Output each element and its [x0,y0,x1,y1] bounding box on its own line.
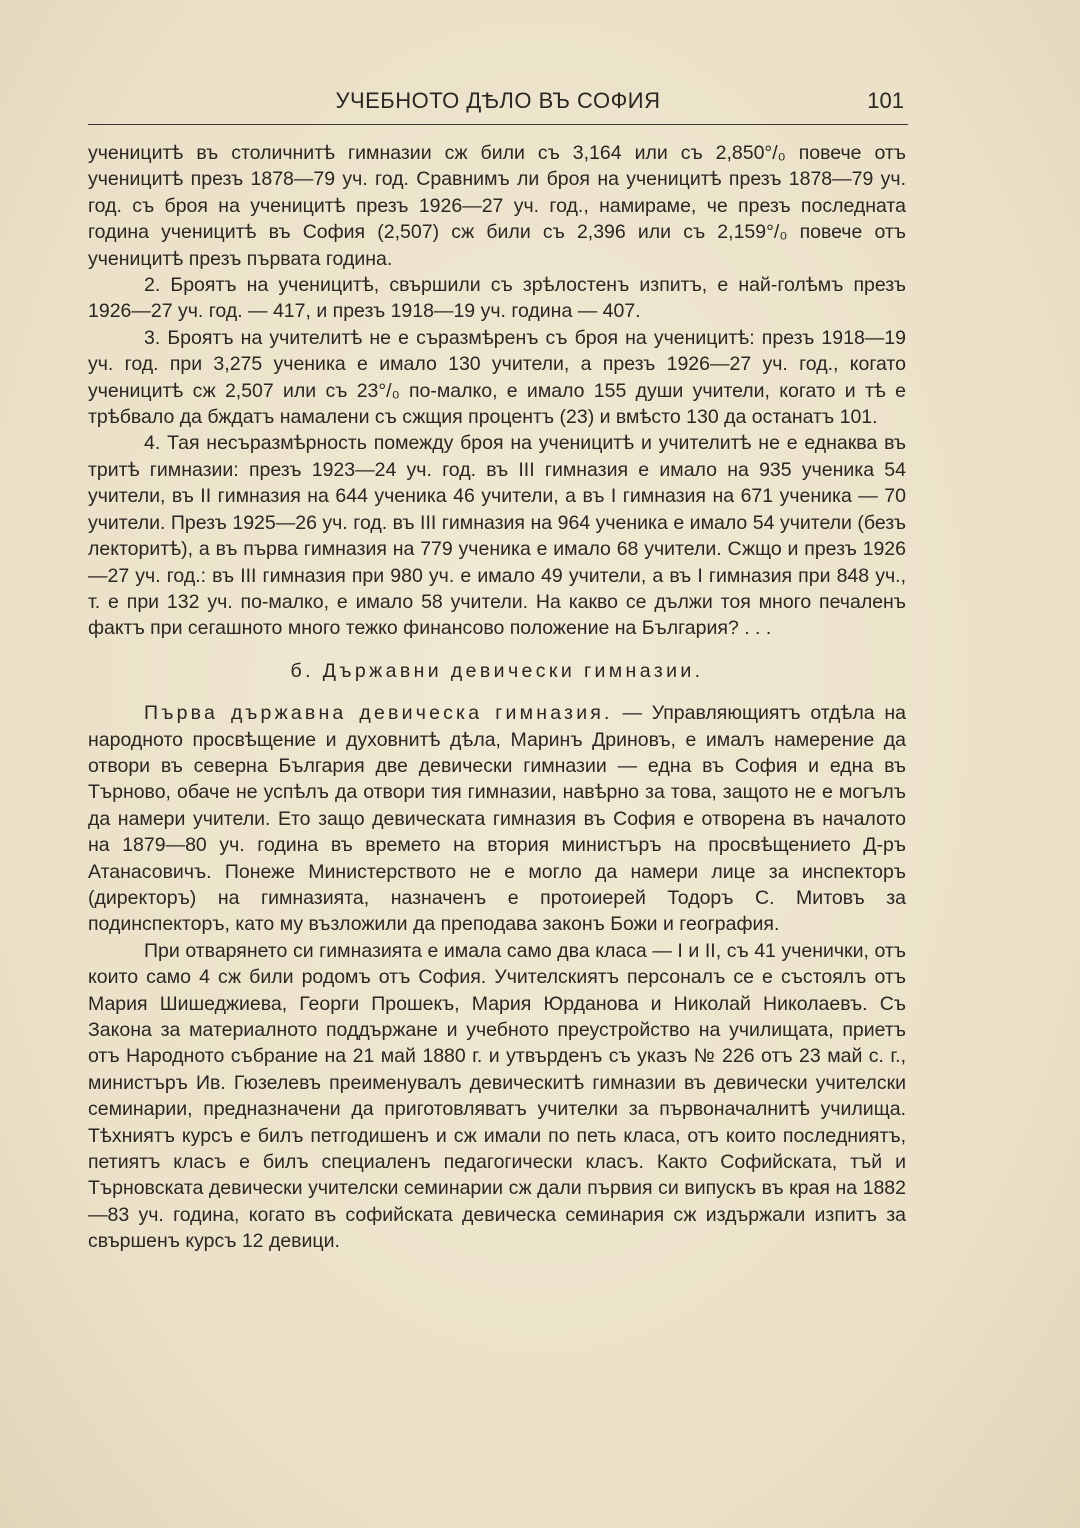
page-header [88,86,908,126]
paragraph-opening [88,938,906,1255]
section-heading: б. Държавни девически гимназии. [290,659,704,682]
paragraph-point-4: 4. Тая несъразмѣрность помежду броя на ученицитѣ и учителитѣ не е еднаква въ тритѣ гимназии: презъ 1923—24 уч. год. въ III гимназия е имало на 935 ученика 54 учители, въ II гимназия на 644 ученика 46 учители, а въ I гимназия на 671 ученика — 70 учители. Презъ 1925—26 уч. год. въ III гимназия на 964 ученика е имало 54 учители (безъ лекторитѣ), а въ първа гимназия на 779 ученика е имало 68 учители. Сжщо и презъ 1926—27 уч. год.: въ III гимназия при 980 уч. е имало 49 учители, а въ I гимназия при 848 уч., т. е при 132 уч. по-малко, е имало 58 учители. На какво се дължи тоя много печаленъ фактъ при сегашното много тежко финансово положение на България? . . . [88,432,906,640]
paragraph-point-2: 2. Броятъ на ученицитѣ, свършили съ зрѣлостенъ изпитъ, е най-голѣмъ презъ 1926—27 уч. год. — 417, и презъ 1918—19 уч. година — 407. [88,274,906,323]
paragraph-lead-spaced: Първа държавна девическа гимназия. [144,702,613,725]
paragraph-text: При отварянето си гимназията е имала само два класа — I и II, съ 41 ученички, отъ които само 4 сж били родомъ отъ София. Учителскиятъ персоналъ се е състоялъ отъ Мария Шишеджиева, Георги Прошекъ, Мария Юрданова и Николай Николаевъ. Съ Закона за материалното поддържане и учебното преустройство на училищата, приетъ отъ Народното събрание на 21 май 1880 г. и утвърденъ съ указъ № 226 отъ 23 май с. г., министъръ Ив. Гюзелевъ преименувалъ девическитѣ гимназии въ девически учителски семинарии, предназначени да приготовляватъ учителки за първоначалнитѣ училища. Тѣхниятъ курсъ е билъ петгодишенъ и сж имали по петь класа, отъ които последниятъ, петиятъ класъ е билъ специаленъ педагогически класъ. Както Софийската, тъй и Търновската девически учителски семинарии сж дали първия си випускъ въ края на 1882—83 уч. година, когато въ софийската девическа семинария сж издържали изпитъ за свършенъ курсъ 12 девици. [88,939,906,1253]
body-text [88,140,906,1255]
header-rule [88,124,908,125]
paragraph-first-girls-gymnasium [88,700,906,938]
paragraph-text: — Управляющиятъ отдѣла на народното просвѣщение и духовнитѣ дѣла, Маринъ Дриновъ, е ималъ намерение да отвори въ северна България две девически гимназии — една въ София и една въ Търново, обаче не успѣлъ да отвори тия гимназии, навѣрно за това, защото не е могълъ да намери учители. Ето защо девическата гимназия въ София е отворена въ началото на 1879—80 уч. година въ времето на втория министъръ на просвѣщението Д-ръ Атанасовичъ. Понеже Министерството не е могло да намери лице за инспекторъ (директоръ) на гимназията, назначенъ е протоиерей Тодоръ С. Митовъ за подинспекторъ, като му възложили да преподава законъ Божи и география. [88,702,906,936]
page-number: 101 [867,88,904,113]
running-title: УЧЕБНОТО ДѢЛО ВЪ СОФИЯ [335,88,661,113]
paragraph-point-3: 3. Броятъ на учителитѣ не е съразмѣренъ съ броя на ученицитѣ: презъ 1918—19 уч. год. при 3,275 ученика е имало 130 учители, а презъ 1926—27 уч. год., когато ученицитѣ сж 2,507 или съ 23°/₀ по-малко, е имало 155 души учители, когато и тѣ е трѣбвало да бждатъ намалени съ сжщия процентъ (23) и вмѣсто 130 да останатъ 101. [88,326,906,429]
paragraph-continued: ученицитѣ въ столичнитѣ гимназии сж били съ 3,164 или съ 2,850°/₀ повече отъ ученицитѣ презъ 1878—79 уч. год. Сравнимъ ли броя на ученицитѣ презъ 1878—79 уч. год. съ броя на ученицитѣ презъ 1926—27 уч. год., намираме, че презъ последната година ученицитѣ въ София (2,507) сж били съ 2,396 или съ 2,159°/₀ повече отъ ученицитѣ презъ първата година. [88,142,906,270]
